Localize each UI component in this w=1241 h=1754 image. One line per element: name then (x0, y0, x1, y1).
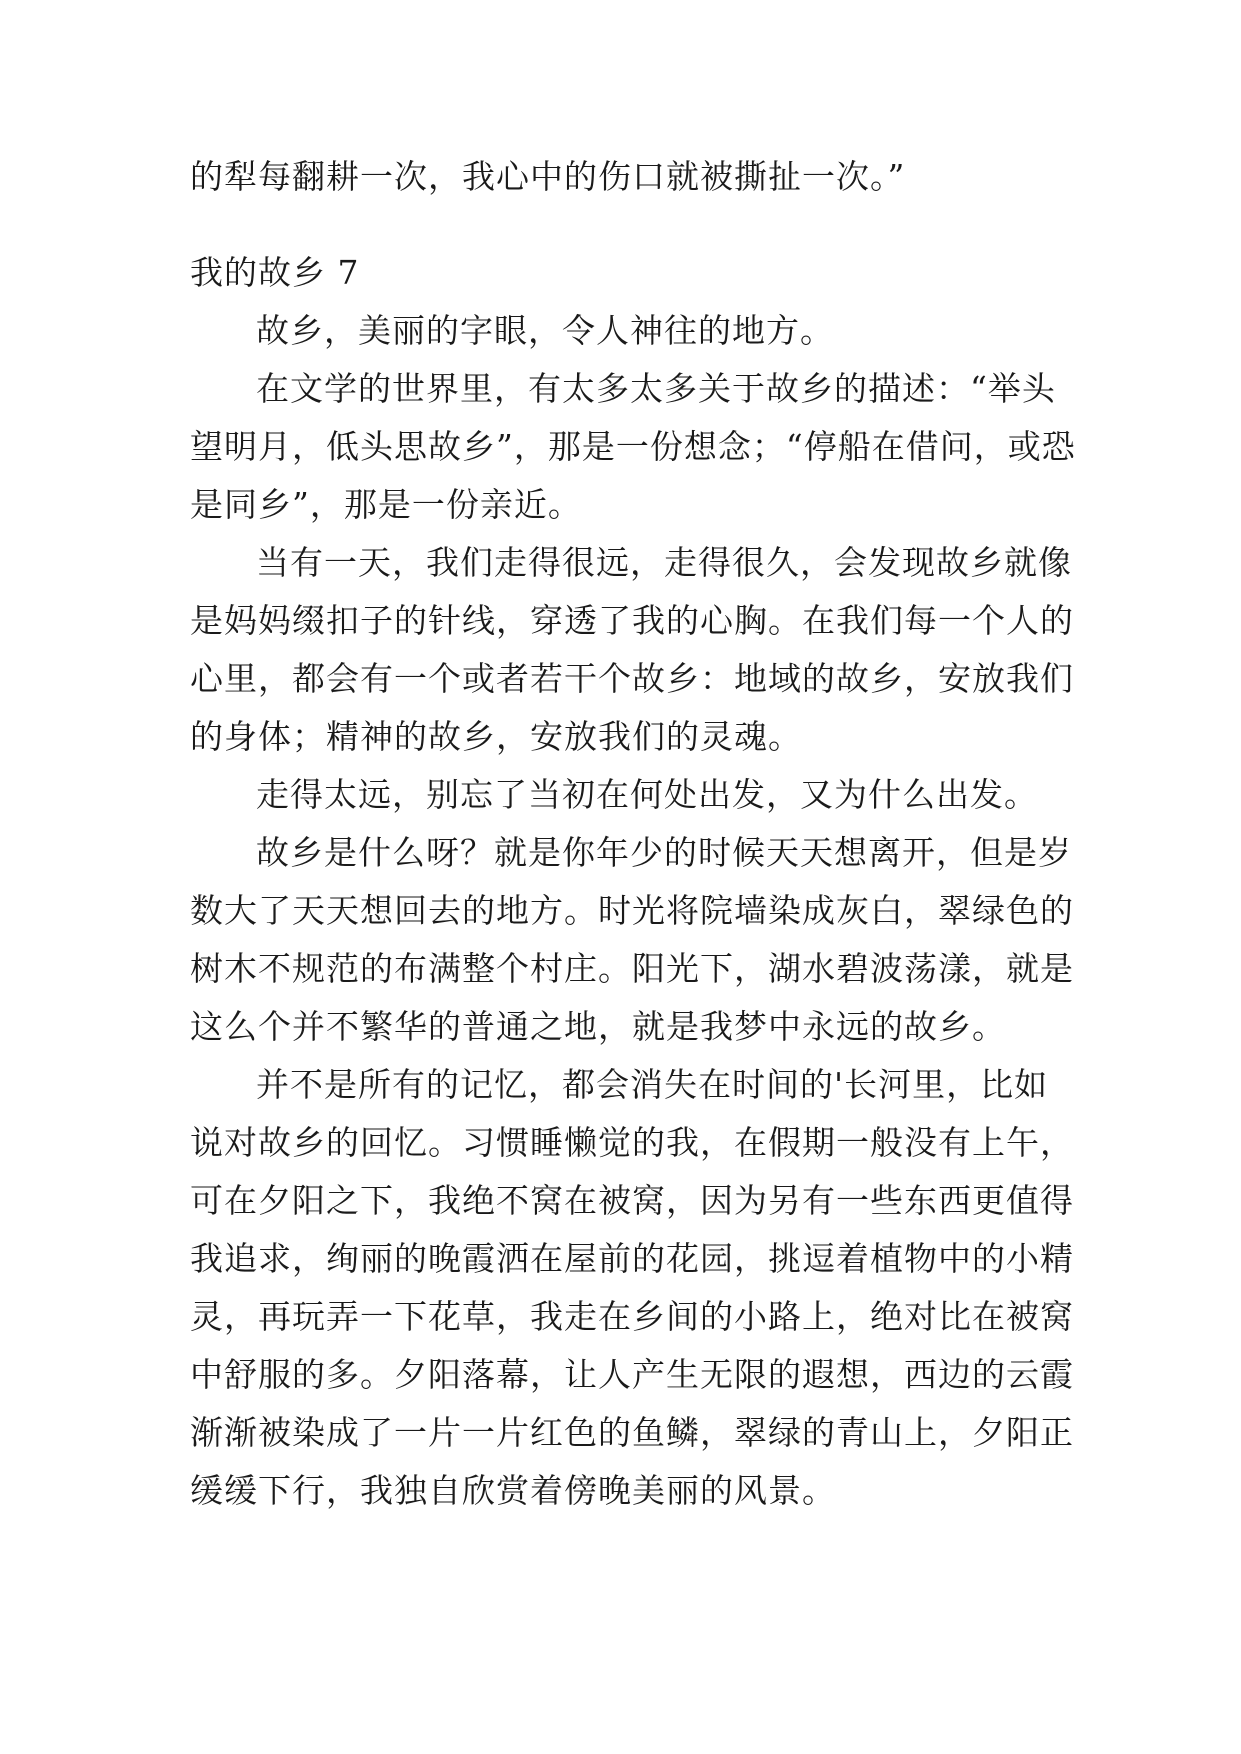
paragraph-line: 的身体；精神的故乡，安放我们的灵魂。 (190, 717, 802, 756)
paragraph-line: 并不是所有的记忆，都会消失在时间的'长河里，比如 (256, 1065, 1049, 1104)
paragraph-line: 可在夕阳之下，我绝不窝在被窝，因为另有一些东西更值得 (190, 1181, 1074, 1220)
paragraph-line: 说对故乡的回忆。习惯睡懒觉的我，在假期一般没有上午， (190, 1123, 1074, 1162)
spacer (190, 206, 1060, 244)
paragraph-line: 在文学的世界里，有太多太多关于故乡的描述：“举头 (256, 369, 1056, 408)
paragraph (190, 1056, 1074, 1520)
paragraph (190, 302, 1060, 360)
paragraph-line: 渐渐被染成了一片一片红色的鱼鳞，翠绿的青山上，夕阳正 (190, 1413, 1074, 1452)
paragraph (190, 824, 1074, 1056)
paragraph-line: 缓缓下行，我独自欣赏着傍晚美丽的风景。 (190, 1471, 836, 1510)
paragraph (190, 766, 1060, 824)
document-body (190, 148, 1076, 1520)
paragraph-line: 故乡，美丽的字眼，令人神往的地方。 (256, 311, 834, 350)
paragraph-line: 数大了天天想回去的地方。时光将院墙染成灰白，翠绿色的 (190, 891, 1074, 930)
paragraph-line: 是妈妈缀扣子的针线，穿透了我的心胸。在我们每一个人的 (190, 601, 1074, 640)
paragraph-line: 当有一天，我们走得很远，走得很久，会发现故乡就像 (256, 543, 1072, 582)
paragraph-line: 故乡是什么呀？就是你年少的时候天天想离开，但是岁 (256, 833, 1072, 872)
paragraph (190, 360, 1076, 534)
continuation-line: 的犁每翻耕一次，我心中的伤口就被撕扯一次。” (190, 157, 906, 196)
paragraph-line: 树木不规范的布满整个村庄。阳光下，湖水碧波荡漾，就是 (190, 949, 1074, 988)
paragraph-line: 心里，都会有一个或者若干个故乡：地域的故乡，安放我们 (190, 659, 1074, 698)
paragraph-line: 走得太远，别忘了当初在何处出发，又为什么出发。 (256, 775, 1038, 814)
paragraph-line: 这么个并不繁华的普通之地，就是我梦中永远的故乡。 (190, 1007, 1006, 1046)
paragraph (190, 534, 1074, 766)
paragraph-line: 我追求，绚丽的晚霞洒在屋前的花园，挑逗着植物中的小精 (190, 1239, 1074, 1278)
section-title: 我的故乡 7 (190, 253, 360, 292)
paragraph-line: 中舒服的多。夕阳落幕，让人产生无限的遐想，西边的云霞 (190, 1355, 1074, 1394)
paragraph-line: 是同乡”，那是一份亲近。 (190, 485, 582, 524)
paragraph-line: 望明月，低头思故乡”，那是一份想念；“停船在借问，或恐 (190, 427, 1076, 466)
paragraph-line: 灵，再玩弄一下花草，我走在乡间的小路上，绝对比在被窝 (190, 1297, 1074, 1336)
